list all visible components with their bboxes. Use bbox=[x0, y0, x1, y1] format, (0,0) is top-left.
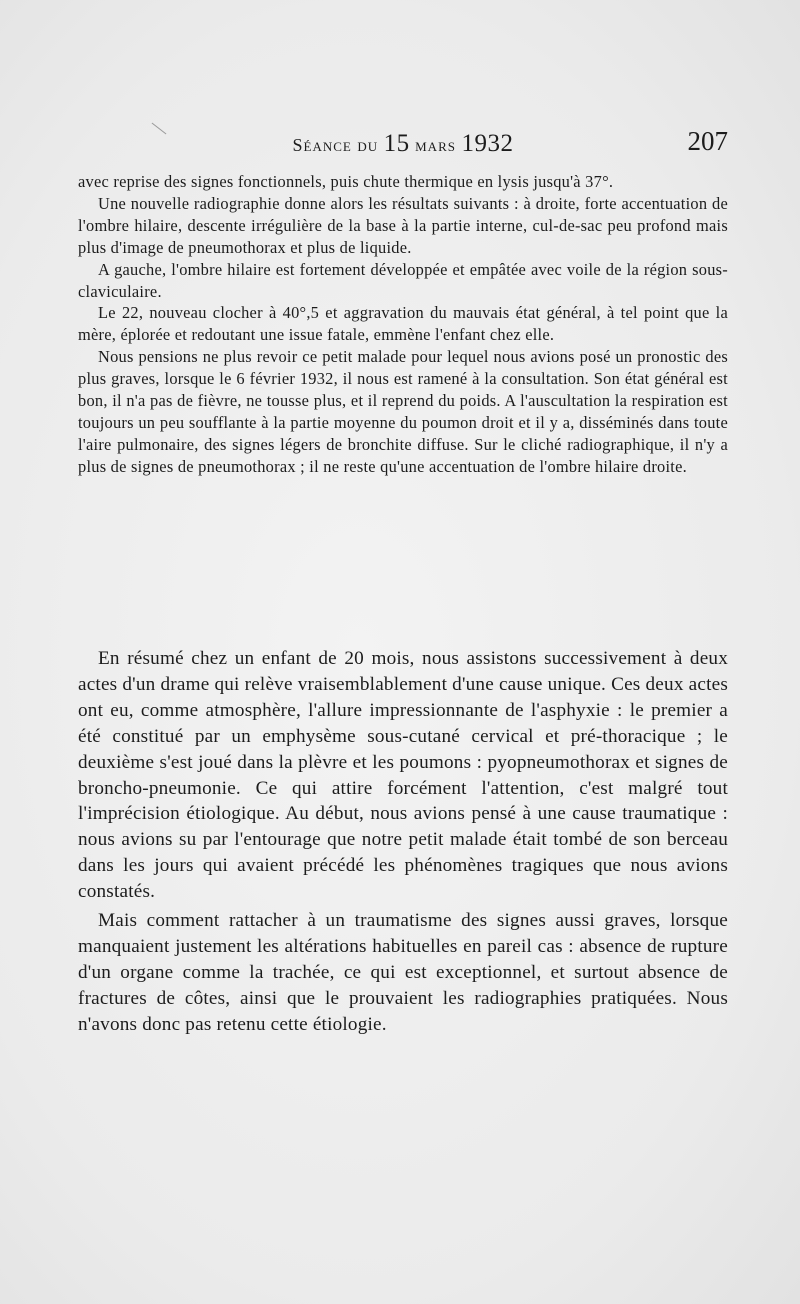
running-head-year: 1932 bbox=[461, 130, 514, 157]
paragraph: Mais comment rattacher à un traumatisme des signes aussi graves, lorsque manquaient justement les altérations habituelles en pareil cas : absence de rupture d'un organe comme la trachée, ce qui est exceptionnel, et surtout absence de fractures de côtes, ainsi que le prouvaient les radiographies pratiquées. Nous n'avons donc pas retenu cette étiologie. bbox=[78, 910, 728, 1035]
paragraph: Une nouvelle radiographie donne alors les résultats suivants : à droite, forte accentuation de l'ombre hilaire, descente irrégulière de la base à la partie interne, cul-de-sac peu profond mais plus d'image de pneumothorax et plus de liquide. bbox=[78, 193, 728, 257]
case-report-text bbox=[78, 171, 728, 478]
paragraph: Le 22, nouveau clocher à 40°,5 et aggravation du mauvais état général, à tel point que la mère, éplorée et redoutant une issue fatale, emmène l'enfant chez elle. bbox=[78, 303, 728, 345]
paragraph: avec reprise des signes fonctionnels, puis chute thermique en lysis jusqu'à 37°. bbox=[78, 172, 614, 191]
summary-text bbox=[78, 646, 728, 1038]
running-head-day: 15 bbox=[383, 130, 410, 157]
paragraph: En résumé chez un enfant de 20 mois, nous assistons successivement à deux actes d'un drame qui relève vraisemblablement d'une cause unique. Ces deux actes ont eu, comme atmosphère, l'allure impressionnante de l'asphyxie : le premier a été constitué par un emphysème sous-cutané cervical et pré-thoracique ; le deuxième s'est joué dans la plèvre et les poumons : pyopneumothorax et signes de broncho-pneumonie. Ce qui attire forcément l'attention, c'est malgré tout l'imprécision étiologique. Au début, nous avions pensé à une cause traumatique : nous avions su par l'entourage que notre petit malade était tombé de son berceau dans les jours qui avaient précédé les phénomènes tragiques que nous avions constatés. bbox=[78, 648, 728, 903]
paragraph: Nous pensions ne plus revoir ce petit malade pour lequel nous avions posé un pronostic des plus graves, lorsque le 6 février 1932, il nous est ramené à la consultation. Son état général est bon, il n'a pas de fièvre, ne tousse plus, et il reprend du poids. A l'auscultation la respiration est toujours un peu soufflante à la partie moyenne du poumon droit et il y a, disséminés dans toute l'aire pulmonaire, des signes légers de bronchite diffuse. Sur le cliché radiographique, il n'y a plus de signes de pneumothorax ; il ne reste qu'une accentuation de l'ombre hilaire droite. bbox=[78, 347, 728, 476]
page-number: 207 bbox=[687, 126, 728, 156]
running-head-month: mars bbox=[415, 135, 456, 155]
paragraph: A gauche, l'ombre hilaire est fortement développée et empâtée avec voile de la région sous-claviculaire. bbox=[78, 259, 728, 301]
page-header bbox=[78, 126, 728, 160]
running-head bbox=[78, 130, 728, 158]
running-head-prefix: Séance du bbox=[292, 135, 379, 155]
